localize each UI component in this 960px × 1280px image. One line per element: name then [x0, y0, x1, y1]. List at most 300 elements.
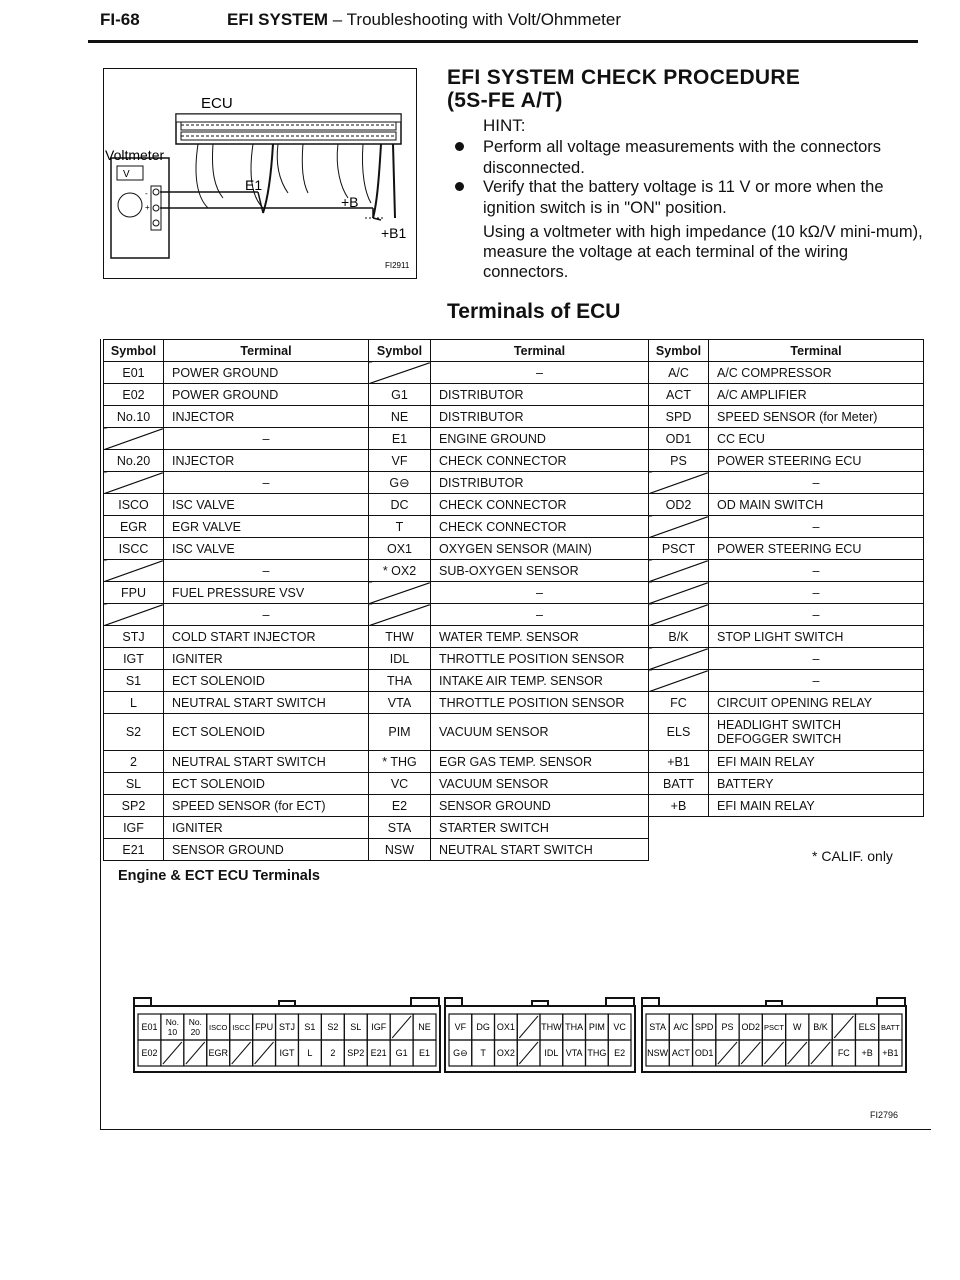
terminal-cell: INTAKE AIR TEMP. SENSOR — [431, 670, 649, 692]
empty-pin-slash — [392, 1016, 411, 1038]
terminal-cell: – — [164, 604, 369, 626]
pin-label: ELS — [858, 1022, 876, 1032]
terminal-cell: NEUTRAL START SWITCH — [164, 751, 369, 773]
empty-pin-slash — [519, 1042, 538, 1064]
section-title — [227, 10, 621, 30]
table-row — [649, 582, 924, 604]
symbol-cell: L — [104, 692, 164, 714]
pin-label: S2 — [327, 1022, 339, 1032]
terminal-cell: INJECTOR — [164, 450, 369, 472]
hint-label: HINT: — [483, 116, 526, 135]
terminal-cell: – — [709, 648, 924, 670]
terminal-cell: CHECK CONNECTOR — [431, 494, 649, 516]
terminals-title: Terminals of ECU — [447, 300, 621, 323]
empty-pin-slash — [811, 1042, 830, 1064]
symbol-cell: E1 — [369, 428, 431, 450]
terminal-cell: – — [164, 428, 369, 450]
symbol-cell: FPU — [104, 582, 164, 604]
terminal-cell: THROTTLE POSITION SENSOR — [431, 692, 649, 714]
empty-pin-slash — [163, 1042, 182, 1064]
terminal-cell: VACUUM SENSOR — [431, 714, 649, 751]
terminal-cell: CHECK CONNECTOR — [431, 516, 649, 538]
symbol-cell: IDL — [369, 648, 431, 670]
terminal-cell: SPEED SENSOR (for Meter) — [709, 406, 924, 428]
terminal-cell: POWER STEERING ECU — [709, 538, 924, 560]
symbol-cell: NE — [369, 406, 431, 428]
empty-pin-slash — [232, 1042, 251, 1064]
symbol-cell: OD2 — [649, 494, 709, 516]
terminal-cell: ISC VALVE — [164, 538, 369, 560]
table-row — [649, 406, 924, 428]
connector-key — [642, 998, 905, 1006]
terminal-cell: NEUTRAL START SWITCH — [431, 839, 649, 861]
pin-label: THA — [565, 1022, 584, 1032]
symbol-cell: OD1 — [649, 428, 709, 450]
terminal-cell: A/C AMPLIFIER — [709, 384, 924, 406]
terminal-cell: OD MAIN SWITCH — [709, 494, 924, 516]
pin-label: IDL — [544, 1048, 559, 1058]
table-row — [369, 648, 649, 670]
procedure-title-line1: EFI SYSTEM CHECK PROCEDURE — [447, 66, 801, 89]
table-row — [104, 428, 369, 450]
pin-label: +B — [861, 1048, 873, 1058]
terminal-cell: – — [709, 560, 924, 582]
table-row — [104, 582, 369, 604]
table-header-row — [369, 340, 649, 362]
symbol-cell-empty — [104, 560, 164, 582]
symbol-cell: SP2 — [104, 795, 164, 817]
terminal-cell: ECT SOLENOID — [164, 714, 369, 751]
pin-label: SP2 — [347, 1048, 365, 1058]
symbol-cell-empty — [649, 670, 709, 692]
terminal-cell: STARTER SWITCH — [431, 817, 649, 839]
terminal-cell: OXYGEN SENSOR (MAIN) — [431, 538, 649, 560]
table-row — [649, 773, 924, 795]
table-row — [649, 472, 924, 494]
pin-label: E1 — [419, 1048, 431, 1058]
table-row — [369, 560, 649, 582]
terminal-cell: POWER GROUND — [164, 362, 369, 384]
bullet2-line2: ignition switch is in "ON" position. — [483, 199, 727, 217]
pin-label: ISCC — [232, 1023, 251, 1032]
procedure-title — [447, 66, 800, 112]
pin-label: OX2 — [496, 1048, 515, 1058]
pin-label: ACT — [671, 1048, 690, 1058]
table-row — [104, 604, 369, 626]
v-label: V — [123, 169, 130, 180]
symbol-cell: STA — [369, 817, 431, 839]
terminal-cell: ENGINE GROUND — [431, 428, 649, 450]
symbol-cell: S1 — [104, 670, 164, 692]
terminal-cell: – — [709, 604, 924, 626]
symbol-cell-empty — [649, 604, 709, 626]
symbol-cell: THA — [369, 670, 431, 692]
plus-b1-label: +B1 — [381, 225, 407, 241]
table-row — [369, 516, 649, 538]
symbol-cell: VF — [369, 450, 431, 472]
terminal-header: Terminal — [431, 340, 649, 362]
pin-label: T — [480, 1048, 486, 1058]
table-row — [369, 773, 649, 795]
symbol-cell: +B1 — [649, 751, 709, 773]
symbol-cell-empty — [104, 604, 164, 626]
pin-label: +B1 — [882, 1048, 899, 1058]
pin-label: PSCT — [763, 1023, 785, 1032]
symbol-cell: 2 — [104, 751, 164, 773]
table-row — [369, 384, 649, 406]
pin-label: E21 — [370, 1048, 387, 1058]
table-row — [104, 817, 369, 839]
terminal-cell: ECT SOLENOID — [164, 773, 369, 795]
table-row — [369, 362, 649, 384]
terminal-line: HEADLIGHT SWITCH — [717, 718, 842, 732]
table-row — [104, 494, 369, 516]
table-row — [104, 626, 369, 648]
table-row — [104, 692, 369, 714]
pin-label: NSW — [647, 1048, 669, 1058]
symbol-cell: ACT — [649, 384, 709, 406]
terminal-cell: EGR GAS TEMP. SENSOR — [431, 751, 649, 773]
symbol-cell-empty — [649, 472, 709, 494]
symbol-cell-empty — [649, 648, 709, 670]
pin-label: E2 — [614, 1048, 626, 1058]
procedure-title-line2: (5S-FE A/T) — [447, 89, 563, 112]
bullet1-line2: disconnected. — [483, 159, 585, 177]
empty-pin-slash — [255, 1042, 274, 1064]
ecu-connector-2 — [444, 996, 636, 1076]
connector-key — [134, 998, 439, 1006]
table-row — [104, 538, 369, 560]
symbol-header: Symbol — [104, 340, 164, 362]
table-row — [369, 795, 649, 817]
table-row — [649, 362, 924, 384]
symbol-cell: E01 — [104, 362, 164, 384]
terminal-cell: FUEL PRESSURE VSV — [164, 582, 369, 604]
empty-pin-slash — [519, 1016, 538, 1038]
table-row — [104, 795, 369, 817]
table-row — [649, 494, 924, 516]
symbol-header: Symbol — [649, 340, 709, 362]
symbol-cell: S2 — [104, 714, 164, 751]
table-row — [369, 692, 649, 714]
table-row — [104, 384, 369, 406]
symbol-cell-empty — [649, 516, 709, 538]
table-row — [104, 406, 369, 428]
table-header-row — [649, 340, 924, 362]
pin-label: EGR — [208, 1048, 228, 1058]
terminal-cell: – — [709, 516, 924, 538]
table-row — [369, 472, 649, 494]
pin-label: No. — [165, 1017, 180, 1027]
table-row — [104, 670, 369, 692]
symbol-cell-empty — [104, 428, 164, 450]
svg-text:-: - — [145, 189, 148, 198]
terminal-header: Terminal — [709, 340, 924, 362]
pin-label: OX1 — [496, 1022, 515, 1032]
symbol-cell: DC — [369, 494, 431, 516]
connector-key — [445, 998, 634, 1006]
table-row — [104, 472, 369, 494]
bullet1-line1: Perform all voltage measurements with the connectors — [483, 138, 882, 156]
terminal-cell: NEUTRAL START SWITCH — [164, 692, 369, 714]
symbol-cell: +B — [649, 795, 709, 817]
pin-label: G⊖ — [453, 1048, 468, 1058]
symbol-cell: A/C — [649, 362, 709, 384]
terminal-cell: SENSOR GROUND — [431, 795, 649, 817]
pin-label: STJ — [278, 1022, 296, 1032]
symbol-cell: ELS — [649, 714, 709, 751]
table-row — [369, 751, 649, 773]
table-row — [104, 714, 369, 751]
pin-label: THW — [541, 1022, 562, 1032]
terminal-cell: POWER GROUND — [164, 384, 369, 406]
table-row — [104, 839, 369, 861]
terminal-cell: DISTRIBUTOR — [431, 406, 649, 428]
empty-pin-slash — [741, 1042, 760, 1064]
table-row — [369, 626, 649, 648]
symbol-cell: NSW — [369, 839, 431, 861]
connector-housing — [134, 1006, 440, 1072]
terminal-cell: ISC VALVE — [164, 494, 369, 516]
table-row — [649, 670, 924, 692]
terminal-cell: VACUUM SENSOR — [431, 773, 649, 795]
terminal-cell: DISTRIBUTOR — [431, 384, 649, 406]
terminal-cell: CIRCUIT OPENING RELAY — [709, 692, 924, 714]
table-row — [104, 648, 369, 670]
pin-label: 2 — [330, 1048, 336, 1058]
terminal-cell: POWER STEERING ECU — [709, 450, 924, 472]
terminal-cell: – — [431, 604, 649, 626]
pin-label: NE — [418, 1022, 431, 1032]
pin-label: A/C — [673, 1022, 689, 1032]
terminal-line: DEFOGGER SWITCH — [717, 732, 842, 746]
terminal-cell: WATER TEMP. SENSOR — [431, 626, 649, 648]
terminal-cell: STOP LIGHT SWITCH — [709, 626, 924, 648]
table-row — [649, 751, 924, 773]
symbol-cell: OX1 — [369, 538, 431, 560]
terminal-cell: – — [431, 582, 649, 604]
symbol-cell: EGR — [104, 516, 164, 538]
calif-note: * CALIF. only — [812, 848, 893, 864]
empty-pin-slash — [788, 1042, 807, 1064]
pin-label: No. — [188, 1017, 202, 1027]
symbol-cell-empty — [649, 560, 709, 582]
symbol-cell: G1 — [369, 384, 431, 406]
table-row — [649, 428, 924, 450]
table-row — [649, 795, 924, 817]
pin-label: B/K — [813, 1022, 828, 1032]
terminal-cell: IGNITER — [164, 817, 369, 839]
pin-label: PIM — [588, 1022, 605, 1032]
section-title-bold: EFI SYSTEM — [227, 10, 329, 29]
symbol-cell: No.20 — [104, 450, 164, 472]
table-row — [649, 560, 924, 582]
symbol-cell: * THG — [369, 751, 431, 773]
terminal-table-1 — [103, 339, 369, 861]
table-row — [369, 670, 649, 692]
terminal-cell — [709, 714, 924, 751]
pin-label: E02 — [141, 1048, 158, 1058]
terminal-cell: CC ECU — [709, 428, 924, 450]
table-row — [649, 516, 924, 538]
table-row — [104, 362, 369, 384]
bullet-dot — [455, 182, 464, 191]
table-row — [649, 538, 924, 560]
pin-label: 10 — [167, 1027, 178, 1037]
symbol-cell: * OX2 — [369, 560, 431, 582]
pin-label: STA — [649, 1022, 667, 1032]
ecu-label: ECU — [201, 95, 233, 112]
voltmeter-label: Voltmeter — [105, 147, 165, 163]
empty-pin-slash — [764, 1042, 783, 1064]
figure2-code: FI2796 — [870, 1110, 899, 1120]
table-row — [104, 751, 369, 773]
table-row — [369, 450, 649, 472]
symbol-cell: PIM — [369, 714, 431, 751]
terminal-cell: CHECK CONNECTOR — [431, 450, 649, 472]
table-header-row — [104, 340, 369, 362]
symbol-cell: STJ — [104, 626, 164, 648]
terminal-cell: BATTERY — [709, 773, 924, 795]
symbol-cell: VTA — [369, 692, 431, 714]
terminal-cell: ECT SOLENOID — [164, 670, 369, 692]
figure-code: FI2911 — [385, 261, 410, 270]
pin-label: FPU — [255, 1022, 274, 1032]
symbol-cell-empty — [369, 604, 431, 626]
table-row — [369, 582, 649, 604]
symbol-cell: B/K — [649, 626, 709, 648]
symbol-cell: FC — [649, 692, 709, 714]
terminal-cell: SPEED SENSOR (for ECT) — [164, 795, 369, 817]
terminal-cell: A/C COMPRESSOR — [709, 362, 924, 384]
ecu-voltmeter-diagram — [103, 68, 417, 279]
plus-b-label: +B — [341, 194, 359, 210]
page-number: FI-68 — [100, 10, 140, 29]
ecu-connector-1 — [133, 996, 441, 1076]
terminal-cell: EFI MAIN RELAY — [709, 751, 924, 773]
terminal-cell: THROTTLE POSITION SENSOR — [431, 648, 649, 670]
symbol-cell: E2 — [369, 795, 431, 817]
svg-text:+: + — [145, 203, 150, 212]
empty-pin-slash — [718, 1042, 737, 1064]
terminal-cell: EGR VALVE — [164, 516, 369, 538]
pin-label: OD1 — [694, 1048, 714, 1058]
pin-label: 20 — [190, 1027, 201, 1037]
symbol-cell-empty — [369, 362, 431, 384]
table-row — [649, 604, 924, 626]
terminal-cell: INJECTOR — [164, 406, 369, 428]
table-row — [369, 406, 649, 428]
symbol-cell: ISCC — [104, 538, 164, 560]
terminal-cell: SUB-OXYGEN SENSOR — [431, 560, 649, 582]
table-row — [104, 450, 369, 472]
symbol-cell: T — [369, 516, 431, 538]
pin-label: S1 — [304, 1022, 316, 1032]
table-row — [104, 560, 369, 582]
table-row — [369, 839, 649, 861]
terminal-cell: – — [709, 582, 924, 604]
terminal-cell: – — [164, 560, 369, 582]
symbol-cell-empty — [649, 582, 709, 604]
table-row — [369, 604, 649, 626]
symbol-cell: E21 — [104, 839, 164, 861]
terminal-cell: – — [709, 670, 924, 692]
terminal-cell: EFI MAIN RELAY — [709, 795, 924, 817]
terminal-cell: DISTRIBUTOR — [431, 472, 649, 494]
table-row — [369, 714, 649, 751]
symbol-cell: PSCT — [649, 538, 709, 560]
pin-label: IGF — [371, 1022, 387, 1032]
symbol-cell: BATT — [649, 773, 709, 795]
pin-label: IGT — [279, 1048, 295, 1058]
table-row — [649, 450, 924, 472]
bullet-dot — [455, 142, 464, 151]
terminal-cell: COLD START INJECTOR — [164, 626, 369, 648]
engine-ecu-caption: Engine & ECT ECU Terminals — [118, 868, 320, 884]
table-row — [369, 817, 649, 839]
bullet2-line1: Verify that the battery voltage is 11 V or more when the — [483, 178, 884, 196]
table-row — [649, 648, 924, 670]
table-row — [104, 773, 369, 795]
connector-housing — [642, 1006, 906, 1072]
terminal-cell: – — [709, 472, 924, 494]
symbol-cell-empty — [369, 582, 431, 604]
ecu-connector-3 — [641, 996, 907, 1076]
symbol-cell: SL — [104, 773, 164, 795]
pin-label: BATT — [881, 1023, 900, 1032]
symbol-cell: G⊖ — [369, 472, 431, 494]
table-row — [369, 494, 649, 516]
symbol-cell-empty — [104, 472, 164, 494]
section-title-rest: – Troubleshooting with Volt/Ohmmeter — [328, 10, 622, 29]
table-row — [649, 692, 924, 714]
pin-label: THG — [587, 1048, 607, 1058]
symbol-cell: PS — [649, 450, 709, 472]
terminal-cell: IGNITER — [164, 648, 369, 670]
symbol-cell: No.10 — [104, 406, 164, 428]
pin-label: DG — [476, 1022, 490, 1032]
pin-label: VF — [454, 1022, 467, 1032]
empty-pin-slash — [834, 1016, 853, 1038]
terminal-cell: SENSOR GROUND — [164, 839, 369, 861]
pin-label: G1 — [395, 1048, 408, 1058]
e1-label: E1 — [245, 177, 263, 193]
pin-label: VTA — [565, 1048, 583, 1058]
hint-bullet-2 — [483, 177, 884, 219]
pin-label: E01 — [141, 1022, 158, 1032]
table-row — [649, 626, 924, 648]
pin-label: L — [307, 1048, 313, 1058]
hint-bullet-1 — [483, 137, 881, 179]
symbol-cell: E02 — [104, 384, 164, 406]
table-row — [104, 516, 369, 538]
symbol-cell: SPD — [649, 406, 709, 428]
terminal-cell: – — [164, 472, 369, 494]
symbol-header: Symbol — [369, 340, 431, 362]
table-row — [649, 714, 924, 751]
pin-label: SPD — [694, 1022, 714, 1032]
terminal-table-3 — [648, 339, 924, 817]
table-row — [649, 384, 924, 406]
empty-pin-slash — [186, 1042, 205, 1064]
pin-label: PS — [721, 1022, 734, 1032]
pin-label: ISCO — [209, 1023, 228, 1032]
symbol-cell: THW — [369, 626, 431, 648]
procedure-instructions: Using a voltmeter with high impedance (10 kΩ/V mini-mum), measure the voltage at each terminal of the wiring connectors. — [483, 223, 923, 281]
pin-label: OD2 — [741, 1022, 760, 1032]
pin-label: VC — [613, 1022, 626, 1032]
symbol-cell: ISCO — [104, 494, 164, 516]
